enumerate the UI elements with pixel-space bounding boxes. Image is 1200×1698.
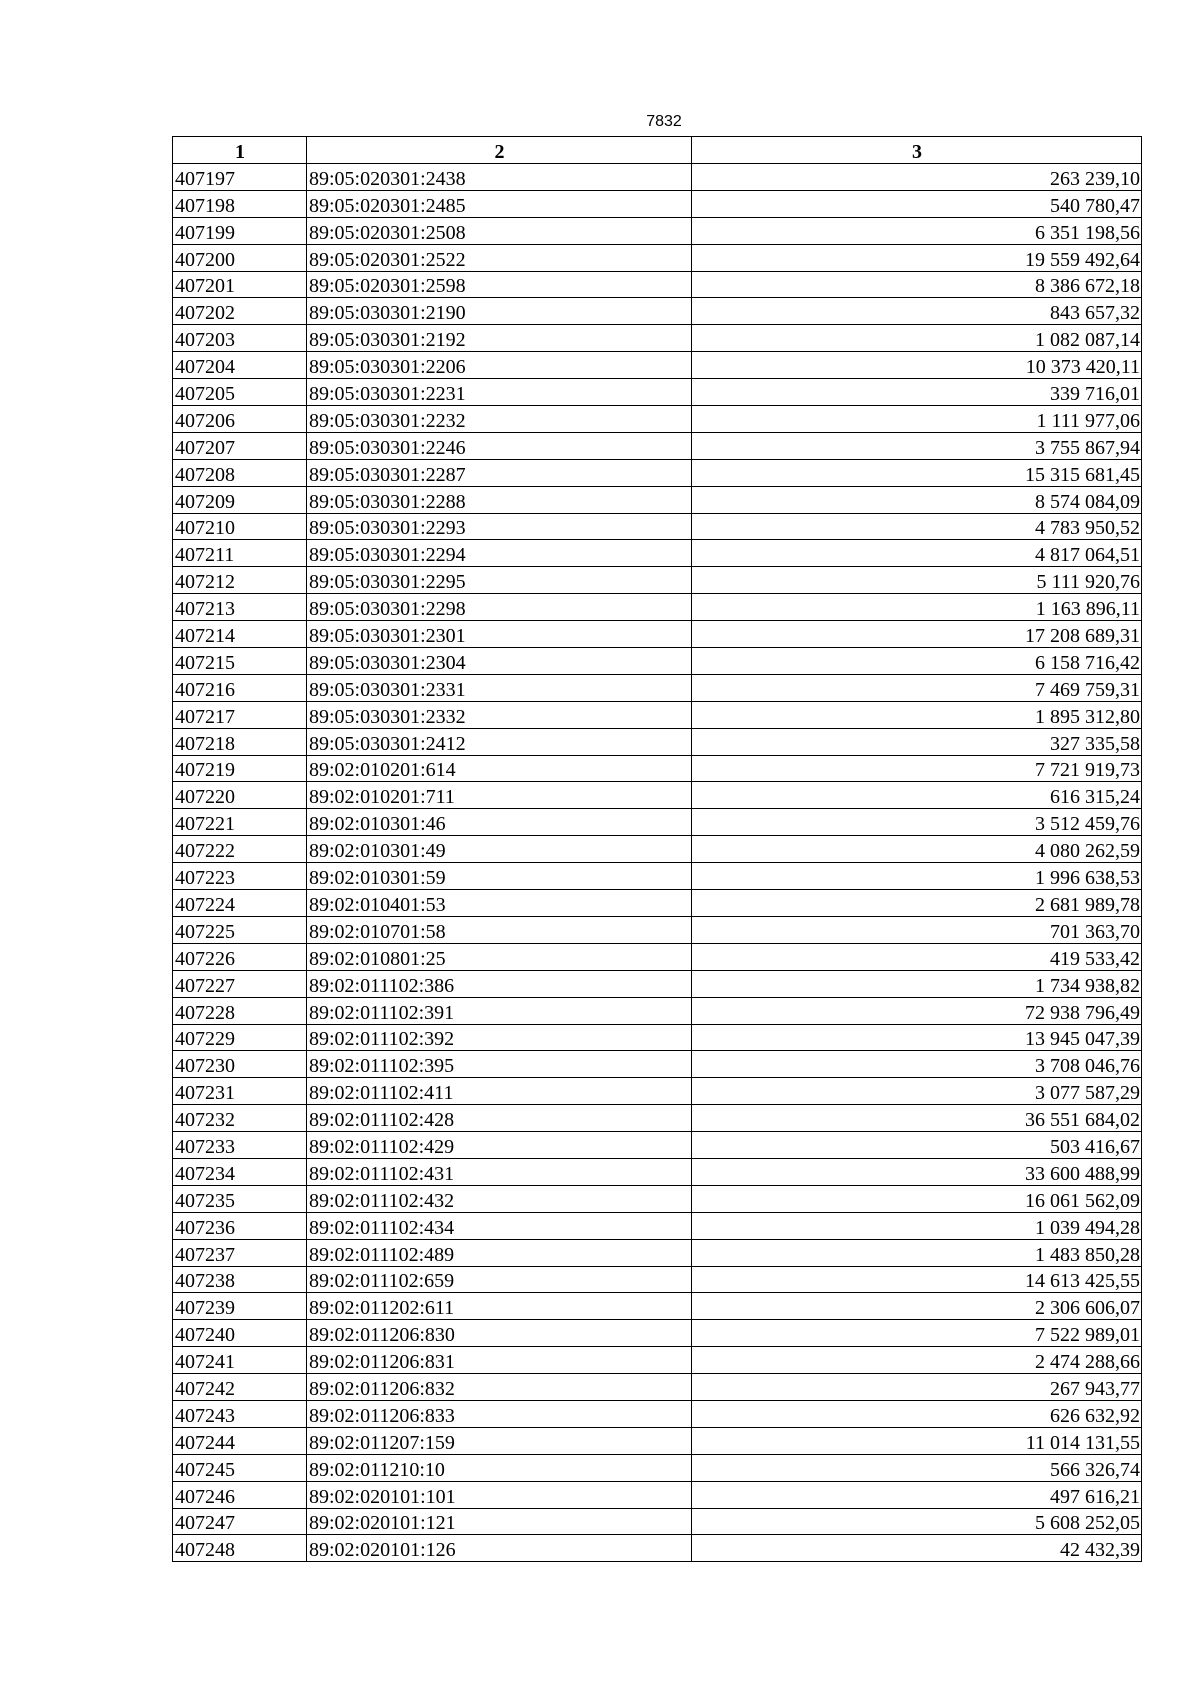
table-row [173, 406, 1142, 433]
value-amount-cell: 503 416,67 [692, 1132, 1142, 1159]
value-amount-cell: 1 483 850,28 [692, 1239, 1142, 1266]
table-row [173, 217, 1142, 244]
row-number-cell: 407228 [173, 997, 307, 1024]
table-row [173, 890, 1142, 917]
table-row [173, 432, 1142, 459]
value-amount-cell: 36 551 684,02 [692, 1105, 1142, 1132]
row-number-cell: 407201 [173, 271, 307, 298]
value-amount-cell: 7 721 919,73 [692, 755, 1142, 782]
row-number-cell: 407246 [173, 1481, 307, 1508]
cadastral-number-cell: 89:02:020101:121 [307, 1508, 692, 1535]
table-row [173, 513, 1142, 540]
cadastral-number-cell: 89:05:030301:2288 [307, 486, 692, 513]
cadastral-number-cell: 89:05:030301:2304 [307, 648, 692, 675]
cadastral-number-cell: 89:05:030301:2298 [307, 594, 692, 621]
value-amount-cell: 4 080 262,59 [692, 836, 1142, 863]
row-number-cell: 407223 [173, 863, 307, 890]
row-number-cell: 407211 [173, 540, 307, 567]
row-number-cell: 407206 [173, 406, 307, 433]
row-number-cell: 407208 [173, 459, 307, 486]
value-amount-cell: 17 208 689,31 [692, 621, 1142, 648]
table-row [173, 809, 1142, 836]
value-amount-cell: 1 895 312,80 [692, 701, 1142, 728]
value-amount-cell: 2 681 989,78 [692, 890, 1142, 917]
row-number-cell: 407224 [173, 890, 307, 917]
cadastral-number-cell: 89:02:020101:101 [307, 1481, 692, 1508]
cadastral-number-cell: 89:05:030301:2206 [307, 352, 692, 379]
value-amount-cell: 5 608 252,05 [692, 1508, 1142, 1535]
value-amount-cell: 1 734 938,82 [692, 970, 1142, 997]
table-row [173, 271, 1142, 298]
cadastral-number-cell: 89:02:010801:25 [307, 943, 692, 970]
value-amount-cell: 42 432,39 [692, 1535, 1142, 1562]
value-amount-cell: 1 163 896,11 [692, 594, 1142, 621]
table-row [173, 728, 1142, 755]
cadastral-number-cell: 89:02:010301:59 [307, 863, 692, 890]
value-amount-cell: 2 474 288,66 [692, 1347, 1142, 1374]
cadastral-number-cell: 89:02:010401:53 [307, 890, 692, 917]
table-row [173, 755, 1142, 782]
table-row [173, 1239, 1142, 1266]
value-amount-cell: 327 335,58 [692, 728, 1142, 755]
cadastral-number-cell: 89:05:030301:2190 [307, 298, 692, 325]
row-number-cell: 407244 [173, 1427, 307, 1454]
value-amount-cell: 1 082 087,14 [692, 325, 1142, 352]
value-amount-cell: 701 363,70 [692, 916, 1142, 943]
row-number-cell: 407238 [173, 1266, 307, 1293]
cadastral-number-cell: 89:02:011102:411 [307, 1078, 692, 1105]
cadastral-number-cell: 89:02:020101:126 [307, 1535, 692, 1562]
value-amount-cell: 3 512 459,76 [692, 809, 1142, 836]
row-number-cell: 407209 [173, 486, 307, 513]
header-row [173, 137, 1142, 164]
cadastral-number-cell: 89:02:011206:833 [307, 1400, 692, 1427]
cadastral-number-cell: 89:05:030301:2192 [307, 325, 692, 352]
table-row [173, 1105, 1142, 1132]
table-row [173, 1427, 1142, 1454]
value-amount-cell: 263 239,10 [692, 164, 1142, 191]
row-number-cell: 407203 [173, 325, 307, 352]
header-col-3: 3 [692, 137, 1142, 164]
row-number-cell: 407233 [173, 1132, 307, 1159]
row-number-cell: 407218 [173, 728, 307, 755]
table-row [173, 459, 1142, 486]
table-row [173, 594, 1142, 621]
cadastral-number-cell: 89:05:020301:2485 [307, 190, 692, 217]
table-row [173, 943, 1142, 970]
row-number-cell: 407227 [173, 970, 307, 997]
table-row [173, 1400, 1142, 1427]
cadastral-number-cell: 89:02:011202:611 [307, 1293, 692, 1320]
table-row [173, 1266, 1142, 1293]
value-amount-cell: 8 574 084,09 [692, 486, 1142, 513]
table-row [173, 997, 1142, 1024]
value-amount-cell: 16 061 562,09 [692, 1185, 1142, 1212]
cadastral-number-cell: 89:02:011102:434 [307, 1212, 692, 1239]
value-amount-cell: 6 351 198,56 [692, 217, 1142, 244]
value-amount-cell: 7 469 759,31 [692, 674, 1142, 701]
row-number-cell: 407229 [173, 1024, 307, 1051]
table-row [173, 1535, 1142, 1562]
table-row [173, 1158, 1142, 1185]
value-amount-cell: 6 158 716,42 [692, 648, 1142, 675]
row-number-cell: 407235 [173, 1185, 307, 1212]
row-number-cell: 407213 [173, 594, 307, 621]
cadastral-number-cell: 89:02:011102:386 [307, 970, 692, 997]
row-number-cell: 407215 [173, 648, 307, 675]
table-row [173, 1293, 1142, 1320]
value-amount-cell: 616 315,24 [692, 782, 1142, 809]
value-amount-cell: 33 600 488,99 [692, 1158, 1142, 1185]
value-amount-cell: 1 111 977,06 [692, 406, 1142, 433]
table-row [173, 567, 1142, 594]
cadastral-number-cell: 89:05:030301:2412 [307, 728, 692, 755]
header-col-2: 2 [307, 137, 692, 164]
row-number-cell: 407226 [173, 943, 307, 970]
value-amount-cell: 14 613 425,55 [692, 1266, 1142, 1293]
row-number-cell: 407239 [173, 1293, 307, 1320]
row-number-cell: 407243 [173, 1400, 307, 1427]
row-number-cell: 407204 [173, 352, 307, 379]
value-amount-cell: 540 780,47 [692, 190, 1142, 217]
row-number-cell: 407216 [173, 674, 307, 701]
row-number-cell: 407198 [173, 190, 307, 217]
cadastral-number-cell: 89:02:010201:711 [307, 782, 692, 809]
row-number-cell: 407214 [173, 621, 307, 648]
row-number-cell: 407205 [173, 379, 307, 406]
table-row [173, 1481, 1142, 1508]
cadastral-number-cell: 89:02:011102:392 [307, 1024, 692, 1051]
table-row [173, 916, 1142, 943]
table-row [173, 244, 1142, 271]
cadastral-number-cell: 89:02:010301:46 [307, 809, 692, 836]
value-amount-cell: 72 938 796,49 [692, 997, 1142, 1024]
table-row [173, 325, 1142, 352]
value-amount-cell: 1 996 638,53 [692, 863, 1142, 890]
table-row [173, 701, 1142, 728]
cadastral-number-cell: 89:05:030301:2301 [307, 621, 692, 648]
row-number-cell: 407242 [173, 1374, 307, 1401]
row-number-cell: 407220 [173, 782, 307, 809]
cadastral-number-cell: 89:02:011207:159 [307, 1427, 692, 1454]
value-amount-cell: 19 559 492,64 [692, 244, 1142, 271]
value-amount-cell: 8 386 672,18 [692, 271, 1142, 298]
cadastral-number-cell: 89:02:011102:391 [307, 997, 692, 1024]
row-number-cell: 407236 [173, 1212, 307, 1239]
cadastral-number-cell: 89:05:020301:2438 [307, 164, 692, 191]
cadastral-number-cell: 89:05:030301:2295 [307, 567, 692, 594]
cadastral-number-cell: 89:05:030301:2246 [307, 432, 692, 459]
table-row [173, 1132, 1142, 1159]
row-number-cell: 407221 [173, 809, 307, 836]
table-row [173, 1051, 1142, 1078]
cadastral-number-cell: 89:02:011102:489 [307, 1239, 692, 1266]
cadastral-number-cell: 89:02:010301:49 [307, 836, 692, 863]
table-row [173, 1454, 1142, 1481]
row-number-cell: 407241 [173, 1347, 307, 1374]
value-amount-cell: 626 632,92 [692, 1400, 1142, 1427]
value-amount-cell: 4 817 064,51 [692, 540, 1142, 567]
value-amount-cell: 11 014 131,55 [692, 1427, 1142, 1454]
table-row [173, 1185, 1142, 1212]
table-row [173, 1212, 1142, 1239]
table-row [173, 298, 1142, 325]
table-row [173, 1320, 1142, 1347]
cadastral-number-cell: 89:02:011102:428 [307, 1105, 692, 1132]
value-amount-cell: 566 326,74 [692, 1454, 1142, 1481]
cadastral-number-cell: 89:02:011206:832 [307, 1374, 692, 1401]
registry-table [172, 136, 1142, 1562]
cadastral-number-cell: 89:05:030301:2294 [307, 540, 692, 567]
cadastral-number-cell: 89:02:011102:395 [307, 1051, 692, 1078]
value-amount-cell: 267 943,77 [692, 1374, 1142, 1401]
cadastral-number-cell: 89:02:011206:831 [307, 1347, 692, 1374]
row-number-cell: 407237 [173, 1239, 307, 1266]
cadastral-number-cell: 89:05:030301:2232 [307, 406, 692, 433]
cadastral-number-cell: 89:02:011206:830 [307, 1320, 692, 1347]
table-header [173, 137, 1142, 164]
table-row [173, 1078, 1142, 1105]
row-number-cell: 407197 [173, 164, 307, 191]
cadastral-number-cell: 89:05:030301:2231 [307, 379, 692, 406]
cadastral-number-cell: 89:05:020301:2598 [307, 271, 692, 298]
value-amount-cell: 843 657,32 [692, 298, 1142, 325]
cadastral-number-cell: 89:05:030301:2332 [307, 701, 692, 728]
table-row [173, 1508, 1142, 1535]
value-amount-cell: 497 616,21 [692, 1481, 1142, 1508]
row-number-cell: 407207 [173, 432, 307, 459]
value-amount-cell: 3 708 046,76 [692, 1051, 1142, 1078]
table-row [173, 1374, 1142, 1401]
table-row [173, 674, 1142, 701]
row-number-cell: 407200 [173, 244, 307, 271]
table-row [173, 1347, 1142, 1374]
table-row [173, 836, 1142, 863]
table-body [173, 164, 1142, 1562]
table-row [173, 379, 1142, 406]
value-amount-cell: 3 755 867,94 [692, 432, 1142, 459]
cadastral-number-cell: 89:02:010201:614 [307, 755, 692, 782]
cadastral-number-cell: 89:02:011102:431 [307, 1158, 692, 1185]
table-row [173, 621, 1142, 648]
row-number-cell: 407230 [173, 1051, 307, 1078]
table-row [173, 190, 1142, 217]
table-row [173, 863, 1142, 890]
cadastral-number-cell: 89:02:011102:659 [307, 1266, 692, 1293]
value-amount-cell: 2 306 606,07 [692, 1293, 1142, 1320]
cadastral-number-cell: 89:05:030301:2293 [307, 513, 692, 540]
cadastral-number-cell: 89:02:010701:58 [307, 916, 692, 943]
cadastral-number-cell: 89:02:011102:429 [307, 1132, 692, 1159]
cadastral-number-cell: 89:02:011210:10 [307, 1454, 692, 1481]
value-amount-cell: 7 522 989,01 [692, 1320, 1142, 1347]
row-number-cell: 407247 [173, 1508, 307, 1535]
table-row [173, 486, 1142, 513]
cadastral-number-cell: 89:05:030301:2287 [307, 459, 692, 486]
row-number-cell: 407225 [173, 916, 307, 943]
row-number-cell: 407245 [173, 1454, 307, 1481]
cadastral-number-cell: 89:05:020301:2508 [307, 217, 692, 244]
row-number-cell: 407234 [173, 1158, 307, 1185]
header-col-1: 1 [173, 137, 307, 164]
table-row [173, 1024, 1142, 1051]
row-number-cell: 407248 [173, 1535, 307, 1562]
row-number-cell: 407219 [173, 755, 307, 782]
value-amount-cell: 3 077 587,29 [692, 1078, 1142, 1105]
value-amount-cell: 1 039 494,28 [692, 1212, 1142, 1239]
value-amount-cell: 419 533,42 [692, 943, 1142, 970]
value-amount-cell: 13 945 047,39 [692, 1024, 1142, 1051]
value-amount-cell: 15 315 681,45 [692, 459, 1142, 486]
table-row [173, 648, 1142, 675]
row-number-cell: 407202 [173, 298, 307, 325]
row-number-cell: 407210 [173, 513, 307, 540]
table-row [173, 540, 1142, 567]
row-number-cell: 407199 [173, 217, 307, 244]
table-row [173, 782, 1142, 809]
cadastral-number-cell: 89:05:030301:2331 [307, 674, 692, 701]
table-row [173, 970, 1142, 997]
row-number-cell: 407232 [173, 1105, 307, 1132]
cadastral-number-cell: 89:02:011102:432 [307, 1185, 692, 1212]
value-amount-cell: 4 783 950,52 [692, 513, 1142, 540]
table-row [173, 164, 1142, 191]
value-amount-cell: 5 111 920,76 [692, 567, 1142, 594]
row-number-cell: 407222 [173, 836, 307, 863]
row-number-cell: 407212 [173, 567, 307, 594]
cadastral-number-cell: 89:05:020301:2522 [307, 244, 692, 271]
value-amount-cell: 10 373 420,11 [692, 352, 1142, 379]
table-row [173, 352, 1142, 379]
row-number-cell: 407217 [173, 701, 307, 728]
row-number-cell: 407240 [173, 1320, 307, 1347]
value-amount-cell: 339 716,01 [692, 379, 1142, 406]
row-number-cell: 407231 [173, 1078, 307, 1105]
page-number: 7832 [646, 113, 682, 130]
